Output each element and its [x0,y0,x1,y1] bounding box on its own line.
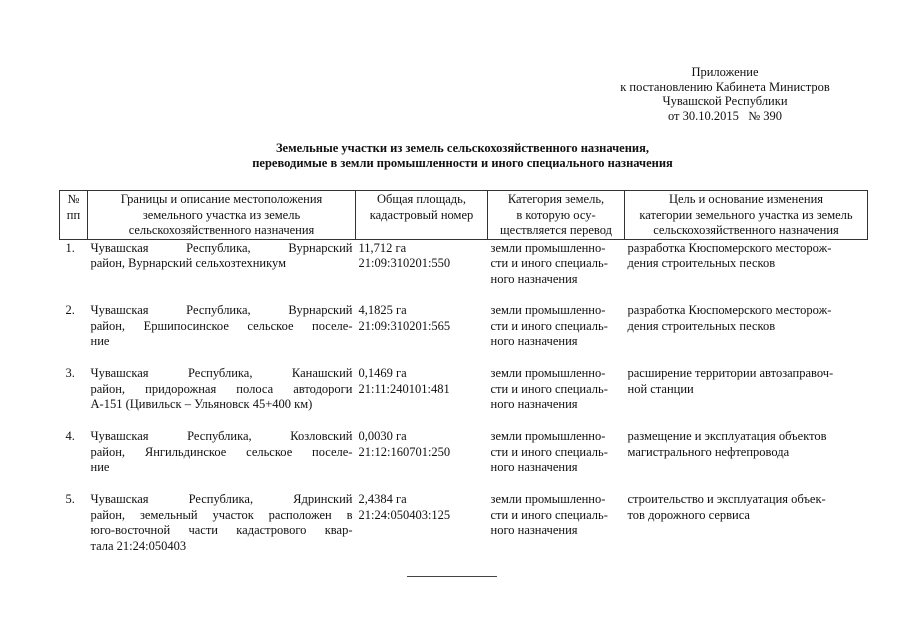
location-line: ние [90,460,110,474]
location-line: район, Вурнарский сельхозтехникум [90,256,286,270]
area-line: 11,712 га [358,240,407,255]
appendix-line: к постановлению Кабинета Министров [620,79,830,94]
row-number: 4. [65,429,75,443]
category-line: земли промышленно- [490,366,606,380]
land-plots-table [59,190,868,561]
category-line: сти и иного специаль- [490,318,608,333]
category-line: сти и иного специаль- [490,256,608,270]
header-num [60,191,88,240]
row-purpose [625,239,868,302]
location-line: район, придорожная полоса автодороги [90,381,353,396]
cadastral-number: 21:24:050403:125 [358,507,451,522]
category-line: ного назначения [490,271,578,286]
location-line: Чувашская Республика, Вурнарский [90,303,353,317]
location-line: юго-восточной части кадастрового квар- [90,523,353,537]
row-purpose [625,365,868,428]
row-category [488,428,625,491]
location-line: Чувашская Республика, Ядринский [90,492,353,506]
row-area [356,239,488,302]
category-line: ного назначения [490,334,578,348]
header-text: кадастровый номер [369,207,474,222]
category-line: ного назначения [490,523,578,537]
document-title [60,141,865,171]
header-text: в которую осу- [516,207,596,222]
appendix-line: от 30.10.2015 № 390 [667,108,783,123]
row-category [488,239,625,302]
purpose-line: дения строительных песков [627,318,776,333]
appendix-line: Приложение [691,65,759,79]
row-category [488,491,625,561]
purpose-line: разработка Кюспомерского месторож- [627,303,832,317]
table-row [60,365,868,428]
row-area [356,365,488,428]
header-text: пп [66,207,81,222]
purpose-line: расширение территории автозаправоч- [627,366,834,380]
location-line: тала 21:24:050403 [90,538,187,553]
area-line: 4,1825 га [358,303,407,317]
area-line: 2,4384 га [358,492,407,506]
row-number: 1. [65,240,75,255]
header-text: сельскохозяйственного назначения [128,223,315,237]
header-text: Цель и основание изменения [668,192,824,206]
row-category [488,365,625,428]
category-line: земли промышленно- [490,303,606,317]
header-text: категории земельного участка из земель [639,207,853,222]
location-line: район, Янгильдинское сельское поселе- [90,444,353,459]
location-line: А-151 (Цивильск – Ульяновск 45+400 км) [90,397,313,411]
appendix-line: Чувашской Республики [662,94,788,108]
header-area [356,191,488,240]
purpose-line: разработка Кюспомерского месторож- [627,240,832,255]
category-line: сти и иного специаль- [490,381,608,396]
location-line: ние [90,334,110,348]
cadastral-number: 21:11:240101:481 [358,381,450,396]
header-text: Общая площадь, [377,192,466,206]
row-location [88,428,356,491]
row-purpose [625,491,868,561]
title-line: Земельные участки из земель сельскохозяйственного назначения, [275,141,650,155]
header-text: земельного участка из земель [142,207,301,222]
row-area [356,428,488,491]
header-text: Категория земель, [507,192,605,206]
category-line: земли промышленно- [490,492,606,506]
category-line: земли промышленно- [490,240,606,255]
area-line: 0,0030 га [358,429,407,443]
row-area [356,491,488,561]
table-row [60,491,868,561]
cadastral-number: 21:12:160701:250 [358,444,451,459]
header-location [88,191,356,240]
location-line: Чувашская Республика, Канашский [90,366,353,380]
header-purpose [625,191,868,240]
location-line: Чувашская Республика, Козловский [90,429,353,443]
purpose-line: размещение и эксплуатация объектов [627,429,827,443]
table-body [60,239,868,561]
cadastral-number: 21:09:310201:565 [358,318,451,333]
purpose-line: строительство и эксплуатация объек- [627,492,826,506]
purpose-line: магистрального нефтепровода [627,444,790,459]
title-line: переводимые в земли промышленности и иного специального назначения [252,156,673,170]
footer-divider [407,576,497,577]
row-location [88,491,356,561]
header-text: № [67,192,80,206]
category-line: сти и иного специаль- [490,507,608,522]
category-line: земли промышленно- [490,429,606,443]
table-row [60,302,868,365]
purpose-line: дения строительных песков [627,256,776,270]
location-line: район, Ершипосинское сельское поселе- [90,318,353,333]
location-line: район, земельный участок расположен в [90,507,353,522]
header-text: ществляется перевод [500,223,612,237]
row-purpose [625,428,868,491]
row-location [88,239,356,302]
purpose-line: ной станции [627,381,694,396]
header-text: сельскохозяйственного назначения [653,223,839,237]
table-header [60,191,868,240]
row-location [88,302,356,365]
row-number: 2. [65,303,75,317]
purpose-line: тов дорожного сервиса [627,507,750,522]
header-category [488,191,625,240]
header-text: Границы и описание местоположения [120,192,323,206]
row-category [488,302,625,365]
area-line: 0,1469 га [358,366,407,380]
row-purpose [625,302,868,365]
category-line: сти и иного специаль- [490,444,608,459]
table-row [60,239,868,302]
cadastral-number: 21:09:310201:550 [358,256,451,270]
row-area [356,302,488,365]
row-location [88,365,356,428]
table-row [60,428,868,491]
location-line: Чувашская Республика, Вурнарский [90,240,353,255]
category-line: ного назначения [490,397,578,411]
row-number: 5. [65,492,75,506]
row-number: 3. [65,366,75,380]
category-line: ного назначения [490,460,578,474]
appendix-block [560,65,890,123]
